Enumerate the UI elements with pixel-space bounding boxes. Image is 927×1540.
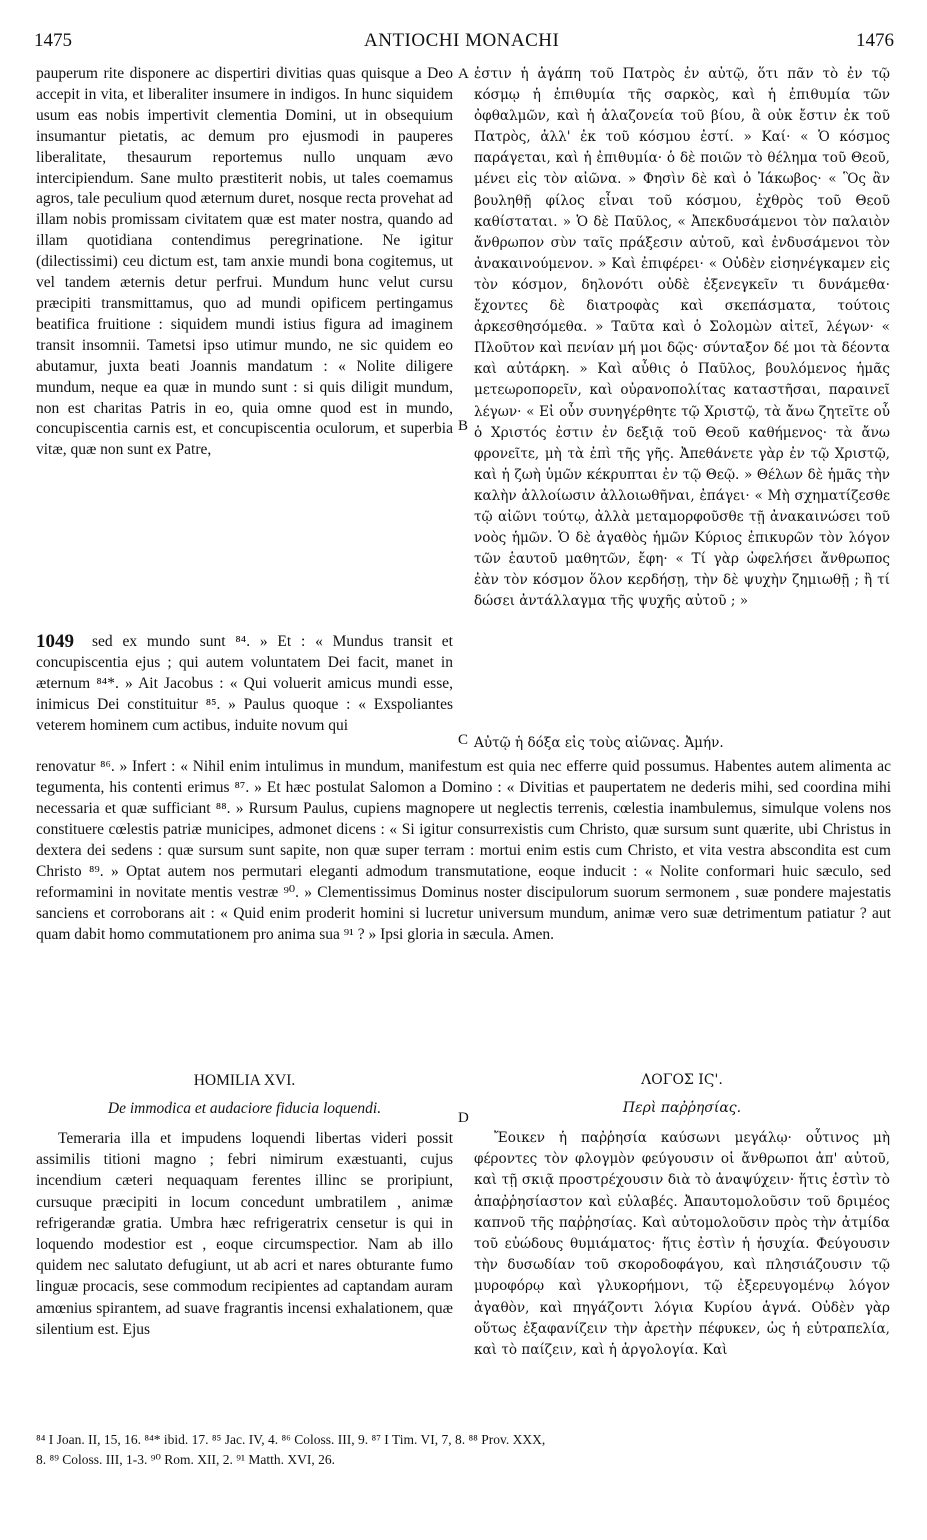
page-header — [34, 30, 894, 56]
footnotes-line-2: 8. ⁸⁹ Coloss. III, 1-3. ⁹⁰ Rom. XII, 2. ⁹¹ Matth. XVI, 26. — [36, 1452, 336, 1467]
latin-column-upper: pauperum rite disponere ac dispertiri divitias quas quisque a Deo accepit in vita, et liberaliter insumere in indigos. In hunc siquidem usum eas nobis impertivit clementia Domini, ut in obsequium insumantur pietatis, ac demum pro ejusmodi in pauperes liberalitate, thesaurum reportemus nullo unquam ævo intercipiendum. Sane multo præstiterit nobis, ut tales coemamus agros, tale peculium quod æternum duret, nosque recta provehat ad illam nobis promissam civitatem quæ est mater nostra, quando ad illam quotidiana contendimus peregrinatione. Ne igitur (dilectissimi) ceu dictum est, tam anxie mundi bona cogitemus, ut vel tandem æternis detur perfrui. Mundum hunc velut cursu præcipiti transmittamus, quo ad mundi opificem pertingamus beatifica fruitione : siquidem mundi istius figura ad imaginem transit insomnii. Tametsi ipso utimur mundo, ne sic quidem eo abutamur, juxta beati Joannis mandatum : « Nolite diligere mundum, neque ea quæ in mundo sunt : si quis diligit mundum, non est charitas Patris in eo, quia omne quod est in mundo, concupiscentia carnis est, et concupiscentia oculorum, et superbia vitæ, quæ non sunt ex Patre, — [36, 65, 453, 459]
homily-subtitle-greek: Περὶ παῤῥησίας. — [622, 1100, 742, 1116]
greek-column-upper: ἐστιν ἡ ἀγάπη τοῦ Πατρὸς ἐν αὐτῷ, ὅτι πᾶν τὸ ἐν τῷ κόσμῳ ἡ ἐπιθυμία τῆς σαρκὸς, καὶ ἡ ἐπιθυμία τῶν ὀφθαλμῶν, καὶ ἡ ἀλαζονεία τοῦ βίου, ἃ οὐκ ἔστιν ἐκ τοῦ Πατρὸς, ἀλλ' ἐκ τοῦ κόσμου ἐστί. » Καί· « Ὁ κόσμος παράγεται, καὶ ἡ ἐπιθυμία· ὁ δὲ ποιῶν τὸ θέλημα τοῦ Θεοῦ, μένει εἰς τὸν αἰῶνα. » Φησὶν δὲ καὶ ὁ Ἰάκωβος· « Ὃς ἂν βουληθῇ φίλος εἶναι τοῦ κόσμου, ἐχθρὸς τοῦ Θεοῦ καθίσταται. » Ὁ δὲ Παῦλος, « Ἀπεκδυσάμενοι τὸν παλαιὸν ἄνθρωπον σὺν ταῖς πράξεσιν αὐτοῦ, καὶ ἐνδυσάμενοι τὸν ἀνακαινούμενον. » Καὶ ἐπιφέρει· « Οὐδὲν εἰσηνέγκαμεν εἰς τὸν κόσμον, δηλονότι οὐδὲ ἐξενεγκεῖν τι δυνάμεθα· ἔχοντες δὲ διατροφὰς καὶ σκεπάσματα, τούτοις ἀρκεσθησόμεθα. » Ταῦτα καὶ ὁ Σολομὼν αἰτεῖ, λέγων· « Πλοῦτον καὶ πενίαν μή μοι δῷς· σύνταξον δέ μοι τὰ δέοντα καὶ αὐτάρκη. » Καὶ αὖθις ὁ Παῦλος, βουλόμενος ἡμᾶς μετεωροπορεῖν, καὶ οὐρανοπολίτας καταστῆσαι, παραινεῖ λέγων· « Εἰ οὖν συνηγέρθητε τῷ Χριστῷ, τὰ ἄνω ζητεῖτε οὗ ὁ Χριστός ἐστιν ἐν δεξιᾷ τοῦ Θεοῦ καθήμενος· τὰ ἄνω φρονεῖτε, μὴ τὰ ἐπὶ τῆς γῆς. Ἀπεθάνετε γὰρ ἐν τῷ Χριστῷ, καὶ ἡ ζωὴ ὑμῶν κέκρυπται ἐν τῷ Θεῷ. » Θέλων δὲ ἡμᾶς τὴν καλὴν ἀλλοίωσιν ἀλλοιωθῆναι, ἐπάγει· « Μὴ σχηματίζεσθε τῷ αἰῶνι τούτῳ, ἀλλὰ μεταμορφοῦσθε τῇ ἀνακαινώσει τοῦ νοὸς ἡμῶν. Ὁ δὲ ἀγαθὸς ἡμῶν Κύριος ἐπικυρῶν τὸν λόγον τῶν ἑαυτοῦ μαθητῶν, ἔφη· « Τί γὰρ ὠφελήσει ἄνθρωπος ἐὰν τὸν κόσμον ὅλον κερδήσῃ, τὴν δὲ ψυχὴν ζημιωθῇ ; ἢ τί δώσει ἀντάλλαγμα τῆς ψυχῆς αὐτοῦ ; » — [474, 66, 890, 610]
margin-letter-c: C — [458, 732, 469, 748]
latin-full-width-text: renovatur ⁸⁶. » Infert : « Nihil enim intulimus in mundum, manifestum est quia nec efferre quid possumus. Habentes autem alimenta ac tegumenta, his contenti erimus ⁸⁷. » Et hæc postulat Salomon a Domino : « Divitias et paupertatem ne dederis mihi, sed coordina mihi necessaria et quæ sufficiant ⁸⁸. » Rursum Paulus, cupiens magnopere ut neglectis terrenis, cœlestia inambulemus, simulque volens nos constituere cœlestis patriæ municipes, admonet dicens : « Si igitur consurrexistis cum Christo, quæ sursum sunt quærite, ubi Christus in dextera dei sedens : quæ sursum sunt sapite, non quæ super terram : mortui enim estis cum Christo, et vita vestra abscondita est cum Christo ⁸⁹. » Optat autem nos permutari eleganti admodum transmutatione, eoque inducit : « Nolite conformari huic sæculo, sed reformamini in novitate mentis vestræ ⁹⁰. » Clementissimus Dominus noster discipulorum suorum sermonem , suæ pondere majestatis sanciens et corroborans ait : « Quid enim proderit homini si lucretur universum mundum, animæ vero suæ detrimentum patiatur ? aut quam dabit homo commutationem pro anima sua ⁹¹ ? » Ipsi gloria in sæcula. Amen. — [36, 758, 891, 943]
homily-title-latin: HOMILIA XVI. — [193, 1072, 296, 1089]
greek-column-lower: Ἔοικεν ἡ παῤῥησία καύσωνι μεγάλῳ· οὗτινος μὴ φέροντες τὸν φλογμὸν φεύγουσιν οἱ ἄνθρωποι ἀπ' αὐτοῦ, καὶ τῇ σκιᾷ προστρέχουσιν διὰ τὸ ἀναψύχειν· ἥτις ἐστὶν τὸ ἀπαῤῥησίαστον καὶ εὐλαβές. Ἀπαυτομολοῦσιν τοῦ δριμέος καπνοῦ τῆς παῤῥησίας. Καὶ αὐτομολοῦσιν πρὸς τὴν ἀτμίδα τοῦ εὐώδους θυμιάματος· ἥτις ἐστὶν ἡ ἡσυχία. Φεύγουσιν τὴν δυσωδίαν τοῦ σκοροδοφάγου, καὶ πλησιάζουσιν τῷ μυροφόρῳ καὶ γλυκορήμονι, τῷ ἐξερευγομένῳ λόγον ἀγαθὸν, καὶ πηγάζοντι λόγια Κυρίου ἁγνά. Οὐδὲν γὰρ οὕτως ἐξαφανίζειν τὴν ἀρετὴν πέφυκεν, ὡς ἡ εὐτραπελία, καὶ τὸ παίζειν, καὶ ἡ ἀργολογία. Καὶ — [474, 1130, 890, 1359]
margin-letter-d: D — [458, 1110, 469, 1126]
latin-column-upper-tail: sed ex mundo sunt ⁸⁴. » Et : « Mundus transit et concupiscentia ejus ; qui autem voluntatem Dei facit, manet in æternum ⁸⁴*. » Ait Jacobus : « Qui voluerit amicus mundi esse, inimicus Dei constituitur ⁸⁵. » Paulus quoque : « Exspoliantes veterem hominem cum actibus, induite novum qui — [36, 633, 453, 734]
homily-subtitle-latin: De immodica et audaciore fiducia loquendi. — [107, 1100, 382, 1117]
greek-column-upper-tail: Αὐτῷ ἡ δόξα εἰς τοὺς αἰῶνας. Ἀμήν. — [474, 735, 724, 751]
page-number-right: 1476 — [856, 30, 894, 51]
margin-letter-b: B — [458, 418, 469, 434]
homily-title-greek: ΛΟΓΟΣ ΙϚ'. — [641, 1072, 723, 1088]
column-number: 1049 — [36, 631, 74, 652]
footnotes-line-1: ⁸⁴ I Joan. II, 15, 16. ⁸⁴* ibid. 17. ⁸⁵ Jac. IV, 4. ⁸⁶ Coloss. III, 9. ⁸⁷ I Tim. VI, 7, 8. ⁸⁸ Prov. XXX, — [36, 1432, 546, 1447]
latin-column-lower: Temeraria illa et impudens loquendi libertas videri possit assimilis titioni magno ; febri nimirum exæstuanti, cujus incendium cæteri nequaquam ferentes illinc se proripiunt, cursuque præcipiti in locum concedunt umbratilem , animæ refrigerandæ gratia. Umbra hæc refrigeratrix censetur is qui in loquendo modestior est , eoque circumspectior. Nam ab illo quidem nec salutato defugiunt, ut ab acri et nares obturante fumo linguæ procacis, sese commodum recipientes ad captandam auram amœnius spirantem, ad suave fragrantis incensi exhalationem, quæ silentium est. Ejus — [36, 1130, 453, 1338]
page-number-left: 1475 — [34, 30, 72, 51]
footnotes — [36, 1430, 892, 1470]
margin-letter-a: A — [458, 66, 469, 82]
running-title: ANTIOCHI MONACHI — [364, 30, 560, 51]
